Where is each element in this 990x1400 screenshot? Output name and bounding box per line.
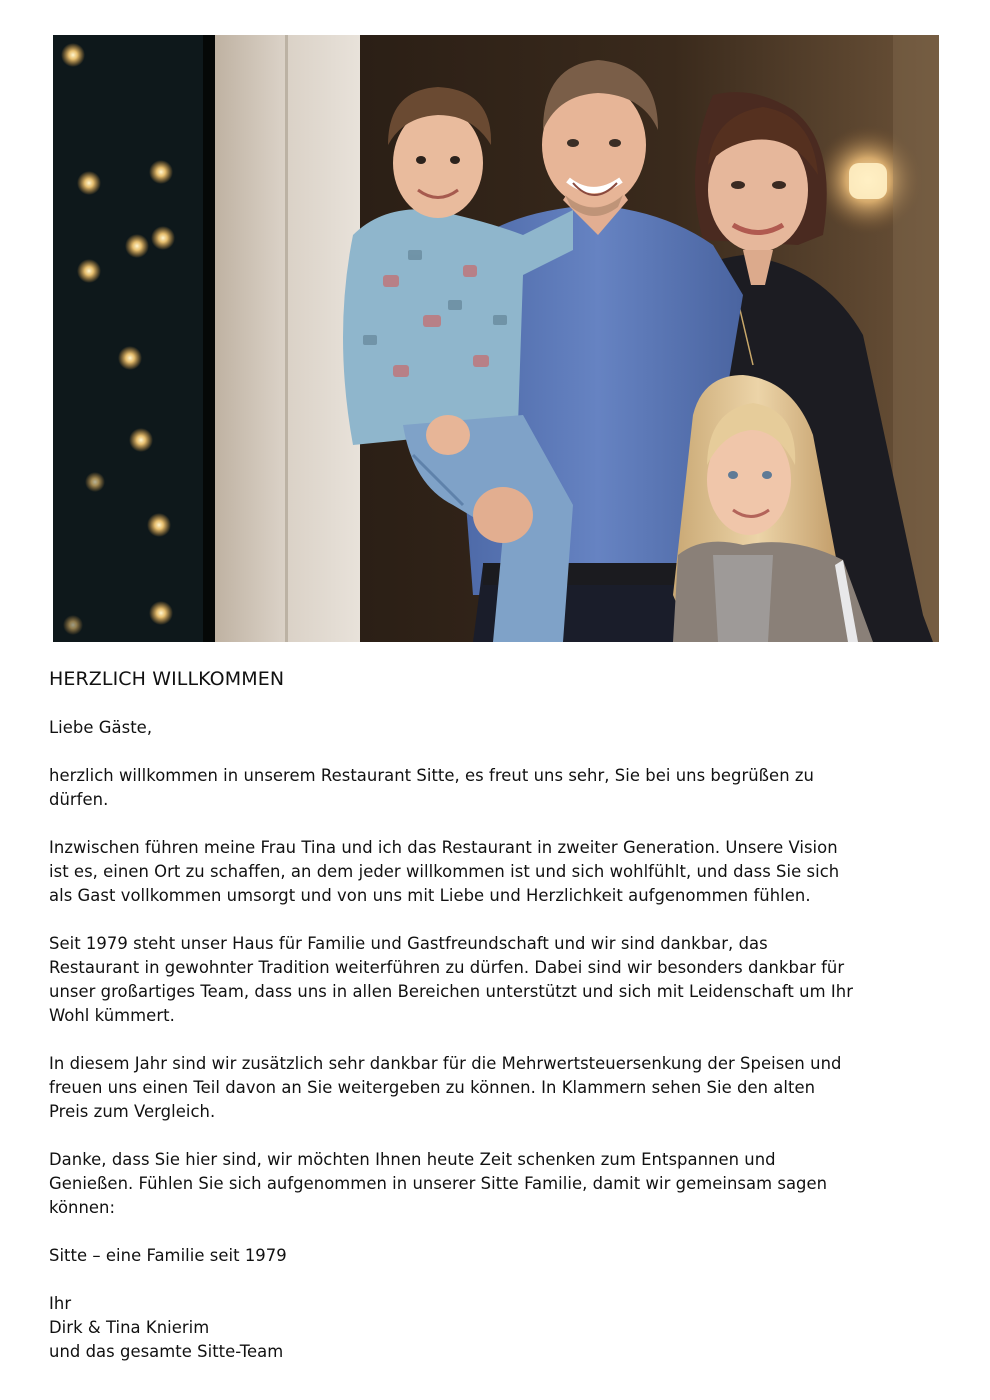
paragraph-3 xyxy=(49,932,929,1028)
paragraph-line: dürfen. xyxy=(49,790,109,809)
family-photo-illustration xyxy=(53,35,939,642)
window-frame xyxy=(203,35,215,642)
paragraph-line: Inzwischen führen meine Frau Tina und ich das Restaurant in zweiter Generation. Unsere Vision xyxy=(49,838,838,857)
family-photo xyxy=(53,35,939,642)
paragraph-line: ist es, einen Ort zu schaffen, an dem jeder willkommen ist und sich wohlfühlt, und dass Sie sich xyxy=(49,862,840,881)
signature-team: und das gesamte Sitte-Team xyxy=(49,1342,284,1361)
paragraph-line: freuen uns einen Teil davon an Sie weitergeben zu können. In Klammern sehen Sie den alten xyxy=(49,1078,816,1097)
paragraph-5 xyxy=(49,1148,929,1220)
letter-greeting: Liebe Gäste, xyxy=(49,718,153,737)
paragraph-line: Wohl kümmert. xyxy=(49,1006,175,1025)
paragraph-line: können: xyxy=(49,1198,116,1217)
paragraph-line: Restaurant in gewohnter Tradition weiterführen zu dürfen. Dabei sind wir besonders dankbar für xyxy=(49,958,845,977)
window-dark xyxy=(53,35,218,642)
paragraph-line: herzlich willkommen in unserem Restaurant Sitte, es freut uns sehr, Sie bei uns begrüßen zu xyxy=(49,766,814,785)
paragraph-line: Preis zum Vergleich. xyxy=(49,1102,216,1121)
paragraph-4 xyxy=(49,1052,929,1124)
signature-closing: Ihr xyxy=(49,1294,72,1313)
paragraph-line: unser großartiges Team, dass uns in allen Bereichen unterstützt und sich mit Leidenschaft um Ihr xyxy=(49,982,853,1001)
paragraph-line: In diesem Jahr sind wir zusätzlich sehr dankbar für die Mehrwertsteuersenkung der Speisen und xyxy=(49,1054,842,1073)
letter-motto: Sitte – eine Familie seit 1979 xyxy=(49,1246,287,1265)
paragraph-line: als Gast vollkommen umsorgt und von uns mit Liebe und Herzlichkeit aufgenommen fühlen. xyxy=(49,886,811,905)
paragraph-line: Seit 1979 steht unser Haus für Familie und Gastfreundschaft und wir sind dankbar, das xyxy=(49,934,768,953)
paragraph-1 xyxy=(49,764,929,812)
paragraph-line: Genießen. Fühlen Sie sich aufgenommen in unserer Sitte Familie, damit wir gemeinsam sagen xyxy=(49,1174,828,1193)
paragraph-2 xyxy=(49,836,929,908)
letter-signature xyxy=(49,1292,929,1364)
letter-heading: HERZLICH WILLKOMMEN xyxy=(49,668,285,690)
welcome-letter xyxy=(49,666,929,1364)
lamp-shade xyxy=(849,163,887,199)
paragraph-line: Danke, dass Sie hier sind, wir möchten Ihnen heute Zeit schenken zum Entspannen und xyxy=(49,1150,776,1169)
pillar-edge xyxy=(285,35,288,642)
signature-names: Dirk & Tina Knierim xyxy=(49,1318,210,1337)
